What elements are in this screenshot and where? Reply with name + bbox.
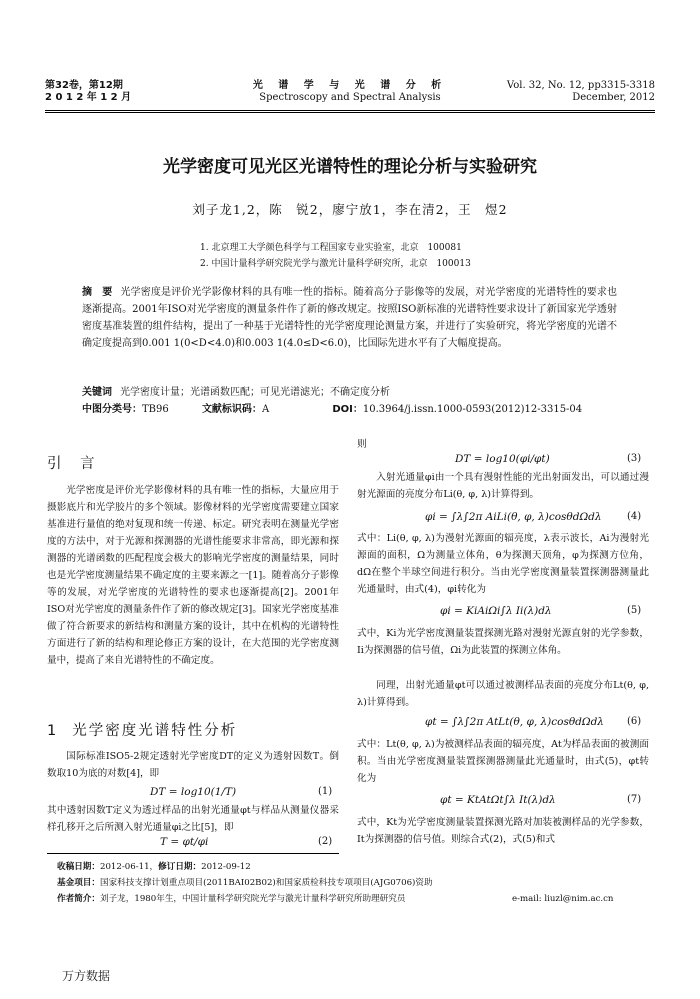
equation-4: φi = ∫λ∫2π AiLi(θ, φ, λ)cosθdΩdλ	[425, 511, 602, 523]
running-header	[45, 80, 655, 110]
equation-3: DT = log10(φi/φt)	[455, 453, 550, 465]
equation-6: φt = ∫λ∫2π AtLt(θ, φ, λ)cosθdΩdλ	[425, 716, 604, 728]
section-1-para-1	[47, 748, 339, 782]
classification-line	[82, 401, 617, 418]
footnote-fund	[57, 876, 657, 891]
doi: 10.3964/j.issn.1000-0593(2012)12-3315-04	[362, 404, 583, 415]
abstract-text: 光学密度是评价光学影像材料的具有唯一性的指标。随着高分子影像等的发展，对光学密度的光谱特性的要求也逐渐提高。2001年ISO对光学密度的测量条件作了新的修改规定。按照ISO新标准的光谱特性要求设计了新国家光学透射密度基准装置的组件结构，提出了一种基于光谱特性的光学密度理论测量方案，并进行了实验研究，将光学密度的光谱不确定度提高到0.001 1(0<D<4.0)和0.003 1(4.0≤D<6.0)，比国际先进水平有了大幅度提高。	[82, 287, 618, 349]
equation-4-number: (4)	[627, 511, 642, 522]
volume-issue-en: Vol. 32, No. 12, pp3315-3318	[506, 80, 655, 91]
paragraph: 同理，出射光通量φt可以通过被测样品表面的亮度分布Lt(θ, φ, λ)计算得到。	[357, 680, 649, 708]
right-col-p2	[357, 530, 649, 598]
equation-3-number: (3)	[627, 453, 642, 464]
right-col-p5	[357, 736, 649, 787]
revised-date: 2012-09-12	[201, 862, 251, 872]
paragraph: 其中透射因数T定义为透过样品的出射光通量φt与样品从测量仪器采样孔移开之后所测入射光通量φi之比[5]，即	[47, 805, 339, 833]
date-cn: 2 0 1 2 年 1 2 月	[45, 92, 132, 103]
paragraph: 式中，Kt为光学密度测量装置探测光路对加装被测样品的光学参数，It为探测器的信号值。则综合式(2)，式(5)和式	[357, 817, 649, 845]
volume-issue-cn: 第32卷，第12期	[45, 80, 123, 91]
watermark-wanfang: 万方数据	[62, 969, 111, 983]
keywords-label: 关键词	[82, 387, 112, 398]
header-rule-bottom	[45, 112, 655, 113]
header-volume-en	[507, 80, 655, 104]
footnote-rule	[47, 853, 339, 854]
right-col-p4	[357, 677, 649, 711]
clc-code: TB96	[142, 404, 169, 415]
equation-1: DT = log10(1/T)	[150, 786, 237, 798]
paragraph: 式中，Ki为光学密度测量装置探测光路对漫射光源直射的光学参数，Ii为探测器的信号值，Ωi为此装置的探测立体角。	[357, 628, 649, 656]
section-intro-heading: 引 言	[47, 456, 97, 472]
date-en: December, 2012	[572, 92, 655, 103]
paragraph: 式中：Lt(θ, φ, λ)为被测样品表面的辐亮度，At为样品表面的被测面积。当由光学密度测量装置探测器测量此光通量时，由式(5)，φt转化为	[357, 739, 649, 784]
right-col-ze	[357, 436, 649, 453]
equation-7: φt = KtAtΩt∫λ It(λ)dλ	[440, 794, 556, 806]
footnote-author	[57, 892, 657, 907]
equation-7-number: (7)	[627, 794, 642, 805]
fund-text: 国家科技支撑计划重点项目(2011BAI02B02)和国家质检科技专项项目(AJG0706)资助	[99, 878, 433, 888]
abstract	[82, 284, 617, 352]
right-col-p3	[357, 625, 649, 659]
header-rule-top	[45, 110, 655, 111]
received-date: 2012-06-11，	[99, 862, 159, 872]
text-ze: 则	[357, 439, 367, 450]
journal-name-cn: 光 谱 学 与 光 谱 分 析	[252, 80, 448, 91]
section-number: 1	[47, 723, 59, 739]
equation-1-number: (1)	[318, 786, 333, 797]
received-label: 收稿日期：	[57, 862, 100, 872]
paper-title: 光学密度可见光区光谱特性的理论分析与实验研究	[163, 157, 537, 177]
keywords-text: 光学密度计量；光谱函数匹配；可见光谱滤光；不确定度分析	[120, 387, 390, 398]
journal-name-en: Spectroscopy and Spectral Analysis	[259, 92, 441, 103]
section-1-para-2	[47, 802, 339, 836]
affiliation-2: 2. 中国计量科学研究院光学与激光计量科学研究所，北京 100013	[200, 259, 471, 269]
equation-5: φi = KiAiΩi∫λ Ii(λ)dλ	[440, 605, 552, 617]
doc-code: A	[261, 404, 270, 415]
abstract-label: 摘 要	[82, 287, 113, 298]
paragraph: 式中：Li(θ, φ, λ)为漫射光源面的辐亮度，λ表示波长，Ai为漫射光源面的面积，Ω为测量立体角，θ为探测天顶角，φ为探测方位角，dΩ在整个半球空间进行积分。当由光学密度测量装置探测器测量此光通量时，由式(4)，φi转化为	[357, 533, 649, 595]
paragraph: 国际标准ISO5-2规定透射光学密度DT的定义为透射因数T。倒数取10为底的对数[4]，即	[47, 751, 339, 779]
affiliation-1: 1. 北京理工大学颜色科学与工程国家专业实验室，北京 100081	[200, 243, 462, 253]
paragraph: 入射光通量φi由一个具有漫射性能的光出射面发出，可以通过漫射光源面的亮度分布Li(θ, φ, λ)计算得到。	[357, 472, 649, 500]
right-col-p6	[357, 814, 649, 848]
equation-2-number: (2)	[318, 836, 333, 847]
right-col-p1	[357, 469, 649, 503]
keywords	[82, 384, 617, 401]
footnote-dates	[57, 860, 657, 875]
author-list: 刘子龙1,2，陈 锐2，廖宁放1，李在清2，王 煜2	[192, 202, 508, 217]
intro-body	[47, 482, 339, 669]
author-email: e-mail: liuzl@nim.ac.cn	[512, 894, 614, 904]
equation-6-number: (6)	[627, 716, 642, 727]
section-title: 光学密度光谱特性分析	[72, 723, 238, 739]
equation-5-number: (5)	[627, 605, 642, 616]
section-1-heading	[47, 719, 237, 740]
fund-label: 基金项目：	[57, 878, 100, 888]
author-bio-label: 作者简介：	[57, 894, 100, 904]
equation-2: T = φt/φi	[160, 836, 209, 848]
doi-label: DOI：	[332, 404, 363, 415]
doc-code-label: 文献标识码：	[201, 404, 262, 415]
revised-label: 修订日期：	[158, 862, 202, 872]
author-bio: 刘子龙，1980年生，中国计量科学研究院光学与激光计量科学研究所助理研究员	[99, 894, 406, 904]
clc-label: 中图分类号：	[82, 404, 142, 415]
intro-paragraph: 光学密度是评价光学影像材料的具有唯一性的指标，大量应用于摄影底片和光学胶片的多个领域。影像材料的光学密度需要建立国家基准进行量值的绝对复现和统一传递、标定。研究表明在测量光学密度的方法中，对于光源和探测器的光谱性能要求非常高，即光源和探测器的光谱函数的匹配程度会极大的影响光学密度的测量结果，同时也是光学密度测量结果不确定度的主要来源之一[1]。随着高分子影像等的发展，对光学密度的光谱特性的要求也逐渐提高[2]。2001年ISO对光学密度的测量条件作了新的修改规定[3]。国家光学密度基准做了符合新要求的新结构和测量方案的设计，其中在机构的光谱特性方面进行了新的结构和理论修正方案的设计，在大范围的光学密度测量中，提高了来自光谱特性的不确定度。	[47, 485, 339, 666]
